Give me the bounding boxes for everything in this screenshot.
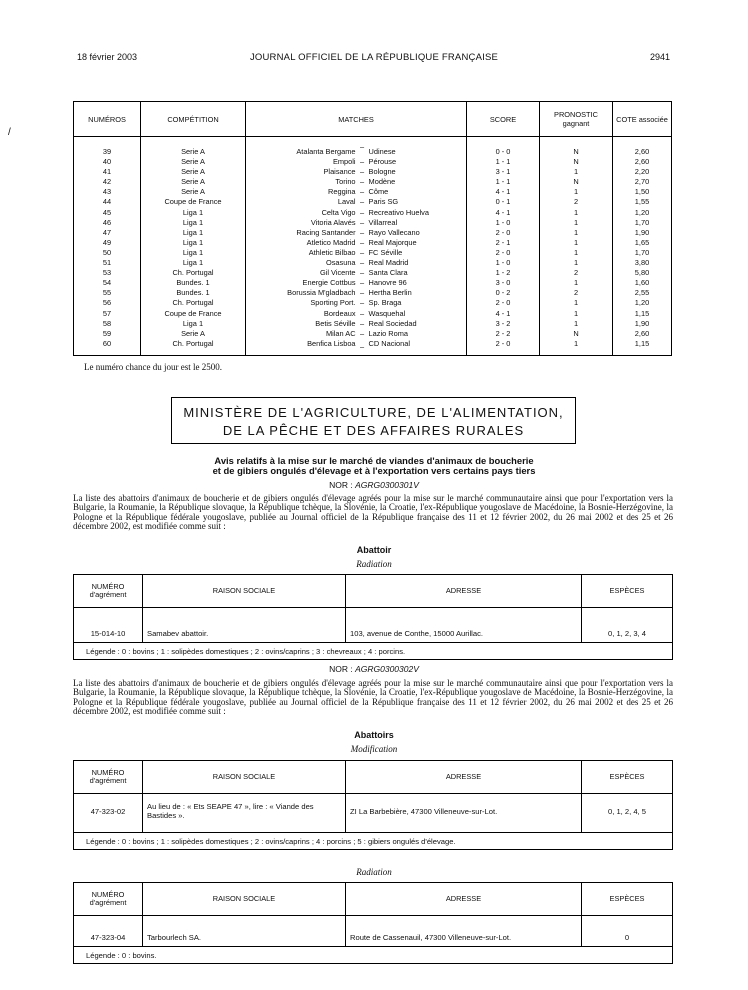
away-team: Real Madrid	[367, 258, 467, 268]
avis-title	[0, 456, 748, 476]
away-team: Hanovre 96	[367, 278, 467, 288]
section2-subtitle-modification: Modification	[350, 744, 398, 754]
table-row	[74, 177, 672, 187]
col-numero-agrement: NUMÉRO d'agrément	[74, 883, 143, 916]
row-adresse: Route de Cassenauil, 47300 Villeneuve-sur-Lot.	[346, 916, 582, 947]
score: 2 - 0	[467, 248, 540, 258]
table-row	[74, 288, 672, 298]
row-especes: 0, 1, 2, 4, 5	[582, 794, 673, 833]
row-numero: 47-323-02	[74, 794, 143, 833]
score: 2 - 1	[467, 238, 540, 248]
nor-reference-2: NOR : AGRG0300302V	[329, 664, 419, 674]
match-separator: –	[359, 237, 365, 247]
match-number: 42	[74, 177, 141, 187]
match-separator: –	[359, 167, 365, 177]
match-separator: –	[359, 341, 365, 351]
competition: Ch. Portugal	[141, 298, 246, 308]
col-raison-sociale: RAISON SOCIALE	[143, 575, 346, 608]
score: 2 - 2	[467, 329, 540, 339]
table-row	[74, 309, 672, 319]
home-team: Plaisance	[246, 167, 358, 177]
table-row	[74, 228, 672, 238]
match-number: 44	[74, 197, 141, 207]
home-team: Betis Séville	[246, 319, 358, 329]
match-separator: –	[359, 247, 365, 257]
away-team: Hertha Berlin	[367, 288, 467, 298]
match-separator: –	[359, 268, 365, 278]
pronostic: 1	[540, 298, 613, 308]
pronostic: 1	[540, 258, 613, 268]
section1-paragraph: La liste des abattoirs d'animaux de boucherie et de gibiers ongulés d'élevage agréés pour la mise sur le marché communautaire ainsi que pour l'exportation vers la Bulgarie, la Roumanie, la République slovaque, la République tchèque, la Slovénie, la Croatie, l'ex-République yougoslave de Macédoine, la Bosnie-Herzégovine, la Pologne et la République fédérale yougoslave, publiée au Journal officiel de la République française des 11 et 12 février 2002, du 26 mai 2002 et des 25 et 26 décembre 2002, est modifiée comme suit :	[73, 493, 673, 532]
pronostic: 2	[540, 268, 613, 278]
cote: 2,60	[613, 137, 672, 158]
col-cote: COTE associée	[613, 102, 672, 137]
score: 3 - 2	[467, 319, 540, 329]
avis-line-2: et de gibiers ongulés d'élevage et à l'exportation vers certains pays tiers	[212, 465, 536, 476]
match-separator: –	[359, 288, 365, 298]
match-separator: –	[359, 318, 365, 328]
score: 1 - 2	[467, 268, 540, 278]
score: 2 - 0	[467, 228, 540, 238]
home-team: Bordeaux	[246, 309, 358, 319]
pronostic: 1	[540, 278, 613, 288]
competition: Liga 1	[141, 238, 246, 248]
cote: 1,20	[613, 298, 672, 308]
score: 4 - 1	[467, 208, 540, 218]
table-row	[74, 298, 672, 308]
matches-table	[73, 101, 672, 356]
ministry-line-1: MINISTÈRE DE L'AGRICULTURE, DE L'ALIMENTATION,	[183, 405, 564, 420]
pronostic: 1	[540, 218, 613, 228]
table-legend: Légende : 0 : bovins ; 1 : solipèdes domestiques ; 2 : ovins/caprins ; 3 : chevreaux ; 4 : porcins.	[74, 643, 673, 660]
competition: Bundes. 1	[141, 288, 246, 298]
away-team: Lazio Roma	[367, 329, 467, 339]
table-row	[74, 268, 672, 278]
home-team: Laval	[246, 197, 358, 207]
match-separator: –	[359, 142, 365, 151]
nor-reference-1: NOR : AGRG0300301V	[329, 480, 419, 490]
match-separator: –	[359, 157, 365, 167]
col-especes: ESPÈCES	[582, 575, 673, 608]
pronostic: 2	[540, 197, 613, 207]
match-separator: –	[359, 197, 365, 207]
pronostic: N	[540, 157, 613, 167]
score: 2 - 0	[467, 339, 540, 356]
home-team: Racing Santander	[246, 228, 358, 238]
away-team: Udinese	[367, 137, 467, 158]
away-team: Sp. Braga	[367, 298, 467, 308]
competition: Serie A	[141, 177, 246, 187]
competition: Liga 1	[141, 258, 246, 268]
match-number: 45	[74, 208, 141, 218]
cote: 1,60	[613, 278, 672, 288]
away-team: Real Sociedad	[367, 319, 467, 329]
match-separator: –	[359, 227, 365, 237]
home-team: Empoli	[246, 157, 358, 167]
col-pronostic: PRONOSTIC gagnant	[540, 102, 613, 137]
match-number: 53	[74, 268, 141, 278]
match-separator: –	[359, 298, 365, 308]
match-number: 56	[74, 298, 141, 308]
row-adresse: ZI La Barbebière, 47300 Villeneuve-sur-Lot.	[346, 794, 582, 833]
score: 2 - 0	[467, 298, 540, 308]
col-raison-sociale: RAISON SOCIALE	[143, 761, 346, 794]
section1-subtitle: Radiation	[356, 559, 392, 569]
cote: 1,70	[613, 248, 672, 258]
score: 0 - 2	[467, 288, 540, 298]
pronostic: 1	[540, 339, 613, 356]
match-number: 59	[74, 329, 141, 339]
away-team: Paris SG	[367, 197, 467, 207]
page-number: 2941	[650, 52, 671, 62]
row-especes: 0, 1, 2, 3, 4	[582, 608, 673, 643]
match-number: 50	[74, 248, 141, 258]
match-number: 41	[74, 167, 141, 177]
pronostic: N	[540, 177, 613, 187]
cote: 2,55	[613, 288, 672, 298]
col-numeros: NUMÉROS	[74, 102, 141, 137]
score: 4 - 1	[467, 187, 540, 197]
cote: 3,80	[613, 258, 672, 268]
abattoir-radiation-table	[73, 574, 673, 660]
pronostic: 1	[540, 309, 613, 319]
section1-title: Abattoir	[356, 545, 392, 555]
home-team: Osasuna	[246, 258, 358, 268]
competition: Serie A	[141, 167, 246, 177]
match-separator: –	[359, 217, 365, 227]
match-number: 54	[74, 278, 141, 288]
match-number: 60	[74, 339, 141, 356]
away-team: Villarreal	[367, 218, 467, 228]
score: 3 - 1	[467, 167, 540, 177]
header-date: 18 février 2003	[77, 52, 138, 62]
away-team: Santa Clara	[367, 268, 467, 278]
margin-mark: /	[8, 127, 11, 138]
cote: 1,15	[613, 339, 672, 356]
row-raison-sociale: Samabev abattoir.	[143, 608, 346, 643]
ministry-line-2: DE LA PÊCHE ET DES AFFAIRES RURALES	[222, 423, 525, 438]
col-competition: COMPÉTITION	[141, 102, 246, 137]
row-numero: 15-014-10	[74, 608, 143, 643]
score: 3 - 0	[467, 278, 540, 288]
home-team: Atletico Madrid	[246, 238, 358, 248]
home-team: Celta Vigo	[246, 208, 358, 218]
competition: Liga 1	[141, 228, 246, 238]
table-row	[74, 167, 672, 177]
table-legend: Légende : 0 : bovins ; 1 : solipèdes domestiques ; 2 : ovins/caprins ; 4 : porcins ; 5 : gibiers ongulés d'élevage.	[74, 833, 673, 850]
col-especes: ESPÈCES	[582, 883, 673, 916]
match-number: 58	[74, 319, 141, 329]
match-separator: –	[359, 187, 365, 197]
score: 1 - 1	[467, 157, 540, 167]
pronostic: N	[540, 137, 613, 158]
match-separator: –	[359, 258, 365, 268]
col-especes: ESPÈCES	[582, 761, 673, 794]
table-row	[74, 208, 672, 218]
home-team: Milan AC	[246, 329, 358, 339]
ministry-box	[171, 397, 576, 444]
match-separator: –	[359, 328, 365, 338]
row-raison-sociale: Tarbourlech SA.	[143, 916, 346, 947]
match-number: 40	[74, 157, 141, 167]
pronostic: 1	[540, 167, 613, 177]
table-row	[74, 197, 672, 207]
cote: 2,60	[613, 329, 672, 339]
match-number: 51	[74, 258, 141, 268]
away-team: FC Séville	[367, 248, 467, 258]
matches-table-body	[74, 137, 672, 356]
home-team: Atalanta Bergame	[246, 137, 358, 158]
table-row	[74, 258, 672, 268]
table-row	[74, 238, 672, 248]
cote: 1,15	[613, 309, 672, 319]
match-number: 43	[74, 187, 141, 197]
row-numero: 47-323-04	[74, 916, 143, 947]
competition: Serie A	[141, 157, 246, 167]
away-team: Real Majorque	[367, 238, 467, 248]
home-team: Vitoria Alavés	[246, 218, 358, 228]
cote: 1,50	[613, 187, 672, 197]
col-adresse: ADRESSE	[346, 883, 582, 916]
competition: Liga 1	[141, 218, 246, 228]
away-team: Côme	[367, 187, 467, 197]
competition: Ch. Portugal	[141, 268, 246, 278]
pronostic: 2	[540, 288, 613, 298]
match-number: 46	[74, 218, 141, 228]
away-team: Bologne	[367, 167, 467, 177]
table-row	[74, 278, 672, 288]
home-team: Torino	[246, 177, 358, 187]
competition: Serie A	[141, 137, 246, 158]
score: 4 - 1	[467, 309, 540, 319]
cote: 1,70	[613, 218, 672, 228]
pronostic: 1	[540, 187, 613, 197]
pronostic: 1	[540, 248, 613, 258]
row-adresse: 103, avenue de Conthe, 15000 Aurillac.	[346, 608, 582, 643]
table-row	[74, 137, 672, 158]
abattoirs-radiation-table	[73, 882, 673, 964]
competition: Liga 1	[141, 319, 246, 329]
cote: 1,90	[613, 319, 672, 329]
away-team: Recreativo Huelva	[367, 208, 467, 218]
competition: Ch. Portugal	[141, 339, 246, 356]
away-team: Wasquehal	[367, 309, 467, 319]
score: 0 - 1	[467, 197, 540, 207]
score: 0 - 0	[467, 137, 540, 158]
competition: Bundes. 1	[141, 278, 246, 288]
match-separator: –	[359, 278, 365, 288]
pronostic: 1	[540, 238, 613, 248]
table-row	[74, 339, 672, 356]
away-team: Modène	[367, 177, 467, 187]
cote: 1,20	[613, 208, 672, 218]
score: 1 - 0	[467, 258, 540, 268]
match-number: 55	[74, 288, 141, 298]
match-number: 39	[74, 137, 141, 158]
table-row	[74, 248, 672, 258]
section2-title: Abattoirs	[354, 730, 394, 740]
home-team: Sporting Port.	[246, 298, 358, 308]
home-team: Gil Vicente	[246, 268, 358, 278]
match-separator: –	[359, 177, 365, 187]
cote: 2,60	[613, 157, 672, 167]
away-team: Rayo Vallecano	[367, 228, 467, 238]
section2-paragraph: La liste des abattoirs d'animaux de boucherie et de gibiers ongulés d'élevage agréés pour la mise sur le marché communautaire ainsi que pour l'exportation vers la Bulgarie, la Roumanie, la République slovaque, la République tchèque, la Slovénie, la Croatie, l'ex-République yougoslave de Macédoine, la Bosnie-Herzégovine, la Pologne et la République fédérale yougoslave, publiée au Journal officiel de la République française des 11 et 12 février 2002, du 26 mai 2002 et des 25 et 26 décembre 2002, est modifiée comme suit :	[73, 678, 673, 717]
match-number: 47	[74, 228, 141, 238]
table-row	[74, 157, 672, 167]
match-number: 49	[74, 238, 141, 248]
match-number: 57	[74, 309, 141, 319]
table-legend: Légende : 0 : bovins.	[74, 947, 673, 964]
competition: Coupe de France	[141, 197, 246, 207]
home-team: Athletic Bilbao	[246, 248, 358, 258]
avis-line-1: Avis relatifs à la mise sur le marché de viandes d'animaux de boucherie	[214, 455, 534, 466]
col-adresse: ADRESSE	[346, 761, 582, 794]
match-separator: –	[359, 207, 365, 217]
competition: Serie A	[141, 329, 246, 339]
table-row	[74, 187, 672, 197]
away-team: CD Nacional	[367, 339, 467, 356]
match-separator: –	[359, 308, 365, 318]
competition: Coupe de France	[141, 309, 246, 319]
pronostic: 1	[540, 208, 613, 218]
section2-subtitle-radiation: Radiation	[356, 867, 392, 877]
cote: 1,55	[613, 197, 672, 207]
col-numero-agrement: NUMÉRO d'agrément	[74, 575, 143, 608]
col-adresse: ADRESSE	[346, 575, 582, 608]
score: 1 - 0	[467, 218, 540, 228]
cote: 1,65	[613, 238, 672, 248]
home-team: Benfica Lisboa	[246, 339, 358, 356]
pronostic: 1	[540, 319, 613, 329]
cote: 5,80	[613, 268, 672, 278]
table-row	[74, 319, 672, 329]
pronostic: N	[540, 329, 613, 339]
col-numero-agrement: NUMÉRO d'agrément	[74, 761, 143, 794]
competition: Liga 1	[141, 248, 246, 258]
score: 1 - 1	[467, 177, 540, 187]
cote: 2,70	[613, 177, 672, 187]
abattoirs-modification-table	[73, 760, 673, 850]
competition: Liga 1	[141, 208, 246, 218]
cote: 2,20	[613, 167, 672, 177]
journal-title: JOURNAL OFFICIEL DE LA RÉPUBLIQUE FRANÇAISE	[249, 52, 499, 63]
home-team: Reggina	[246, 187, 358, 197]
row-raison-sociale: Au lieu de : « Ets SEAPE 47 », lire : « Viande des Bastides ».	[143, 794, 346, 833]
row-especes: 0	[582, 916, 673, 947]
home-team: Energie Cottbus	[246, 278, 358, 288]
table-row	[74, 329, 672, 339]
away-team: Pérouse	[367, 157, 467, 167]
pronostic: 1	[540, 228, 613, 238]
competition: Serie A	[141, 187, 246, 197]
home-team: Borussia M'gladbach	[246, 288, 358, 298]
col-matches: MATCHES	[246, 102, 467, 137]
chance-note: Le numéro chance du jour est le 2500.	[84, 362, 222, 372]
cote: 1,90	[613, 228, 672, 238]
col-raison-sociale: RAISON SOCIALE	[143, 883, 346, 916]
col-score: SCORE	[467, 102, 540, 137]
table-row	[74, 218, 672, 228]
